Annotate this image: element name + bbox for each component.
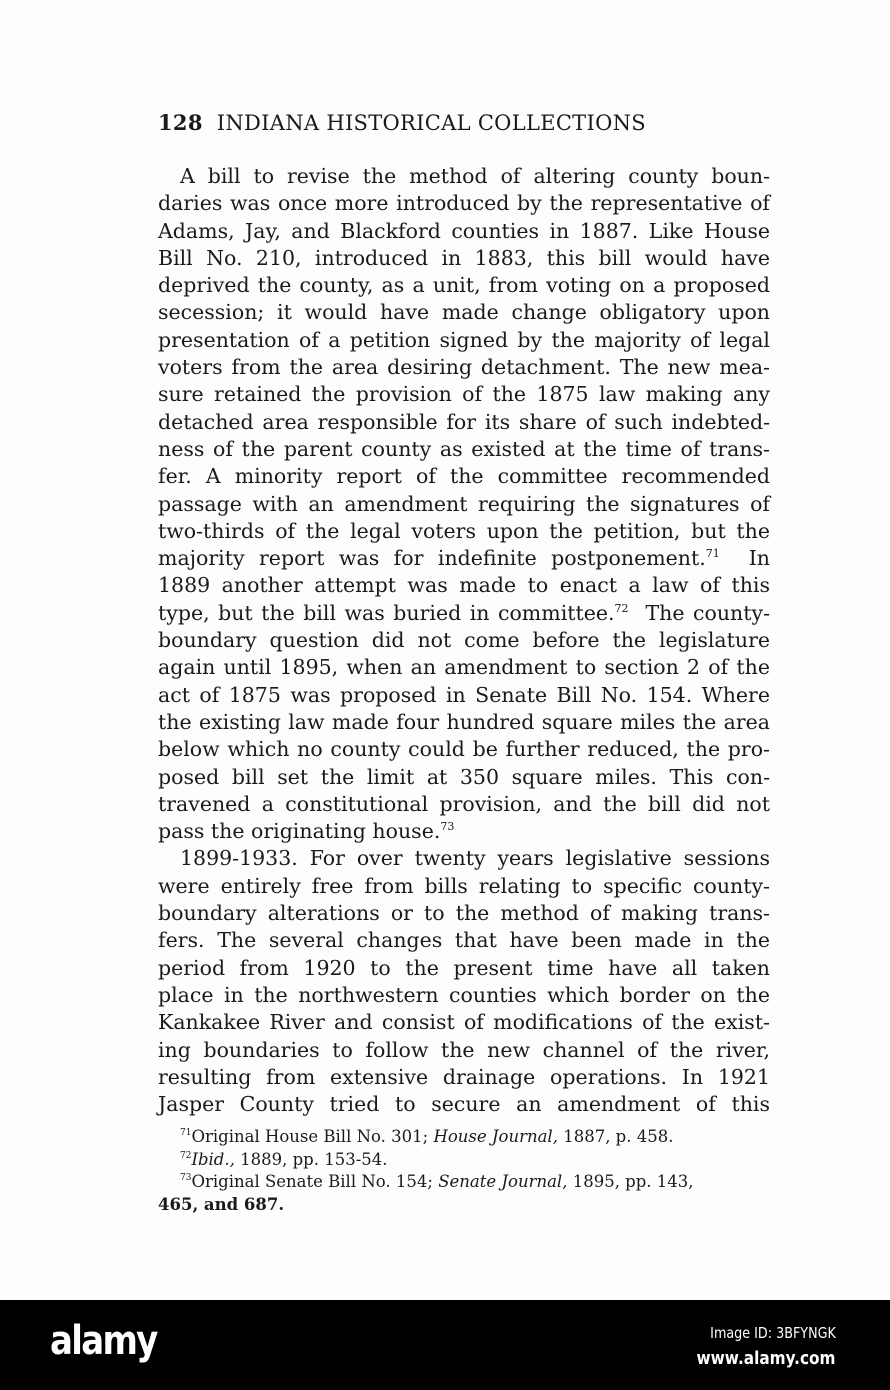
line-text: 1899-1933. For over twenty years legislative sessions	[180, 846, 770, 871]
text-line	[158, 409, 770, 436]
line-text: below which no county could be further reduced, the pro-	[158, 737, 770, 762]
line-text: period from 1920 to the present time have all taken	[158, 955, 770, 980]
line-text: voters from the area desiring detachment. The new mea-	[158, 355, 770, 380]
text-line	[158, 327, 770, 354]
text-line	[158, 1037, 770, 1064]
footnote-text: Original Senate Bill No. 154;	[191, 1172, 439, 1191]
line-text: boundary alterations or to the method of making trans-	[158, 901, 770, 926]
footnote-citation: Ibid.,	[191, 1149, 235, 1169]
footnote-marker: 72	[180, 1150, 192, 1161]
line-text: Bill No. 210, introduced in 1883, this bill would have	[158, 245, 770, 270]
header-title: INDIANA HISTORICAL COLLECTIONS	[216, 111, 646, 135]
line-text: travened a constitutional provision, and the bill did not	[158, 791, 770, 816]
line-text: pass the originating house.	[158, 819, 441, 844]
line-text: resulting from extensive drainage operations. In 1921	[158, 1064, 770, 1089]
text-line	[158, 764, 770, 791]
line-text: passage with an amendment requiring the signatures of	[158, 491, 770, 516]
line-text: Adams, Jay, and Blackford counties in 1887. Like House	[158, 218, 770, 243]
line-text: secession; it would have made change obligatory upon	[158, 300, 770, 325]
text-line	[158, 1064, 770, 1091]
text-line	[158, 709, 770, 736]
line-text: 1889 another attempt was made to enact a law of this	[158, 573, 770, 598]
text-line	[158, 299, 770, 326]
line-text: detached area responsible for its share of such indebted-	[158, 409, 770, 434]
footnote-72	[158, 1149, 770, 1172]
line-text: fers. The several changes that have been made in the	[158, 928, 770, 953]
text-line	[158, 245, 770, 272]
footnote-text: Original House Bill No. 301;	[191, 1127, 434, 1146]
footnote-citation: House Journal,	[433, 1127, 558, 1146]
text-line	[158, 682, 770, 709]
line-text: A bill to revise the method of altering county boun-	[180, 164, 770, 188]
line-text: ness of the parent county as existed at the time of trans-	[158, 436, 770, 461]
footnote-text: 1889, pp. 153-54.	[234, 1149, 388, 1169]
text-line	[158, 163, 770, 190]
footnote-marker: 71	[180, 1128, 192, 1138]
footnote-reference: 72	[614, 601, 629, 615]
line-text: two-thirds of the legal voters upon the petition, but the	[158, 518, 770, 543]
text-line	[158, 491, 770, 518]
text-line	[158, 354, 770, 381]
text-line	[158, 1091, 770, 1118]
text-line	[158, 1009, 770, 1036]
footnote-marker: 73	[180, 1173, 192, 1183]
line-text: presentation of a petition signed by the majority of legal	[158, 327, 770, 352]
line-text: majority report was for indefinite postponement.	[158, 546, 706, 571]
image-id: Image ID: 3BFYNGK	[710, 1324, 836, 1342]
page-number: 128	[158, 110, 203, 135]
line-text: posed bill set the limit at 350 square miles. This con-	[158, 764, 770, 789]
line-text: The county-	[628, 600, 770, 625]
text-line	[158, 900, 770, 927]
text-line	[158, 736, 770, 763]
footnote-citation: Senate Journal,	[438, 1172, 568, 1191]
text-line	[158, 791, 770, 818]
watermark-banner	[0, 1300, 890, 1390]
line-text: deprived the county, as a unit, from voting on a proposed	[158, 273, 770, 298]
text-line	[158, 873, 770, 900]
line-text: sure retained the provision of the 1875 law making any	[158, 382, 770, 407]
footnote-73	[158, 1171, 770, 1194]
text-line	[158, 545, 770, 572]
text-line	[158, 818, 770, 845]
text-line	[158, 627, 770, 654]
line-text: fer. A minority report of the committee recommended	[158, 464, 770, 489]
line-text: place in the northwestern counties which border on the	[158, 982, 770, 1007]
footnote-reference: 71	[705, 547, 720, 561]
text-line	[158, 982, 770, 1009]
line-text: Jasper County tried to secure an amendment of this	[158, 1092, 770, 1117]
text-line	[158, 463, 770, 490]
line-text: daries was once more introduced by the representative of	[158, 191, 770, 216]
line-text: Kankakee River and consist of modifications of the exist-	[158, 1010, 770, 1035]
text-line	[158, 600, 770, 627]
line-text: the existing law made four hundred square miles the area	[158, 709, 770, 734]
text-line	[158, 272, 770, 299]
text-line	[158, 218, 770, 245]
text-line	[158, 190, 770, 217]
footnotes	[158, 1126, 770, 1216]
text-line	[158, 955, 770, 982]
text-line	[158, 436, 770, 463]
text-line	[158, 927, 770, 954]
body-text	[158, 163, 770, 1118]
footnote-71	[158, 1126, 770, 1149]
text-line	[158, 845, 770, 872]
text-line	[158, 518, 770, 545]
footnote-text: 1895, pp. 143,	[567, 1172, 694, 1191]
alamy-logo: alamy	[50, 1318, 157, 1364]
line-text: boundary question did not come before the legislature	[158, 628, 770, 653]
text-line	[158, 654, 770, 681]
line-text: ing boundaries to follow the new channel of the river,	[158, 1037, 770, 1062]
footnote-73-continued: 465, and 687.	[158, 1194, 285, 1214]
text-line	[158, 572, 770, 599]
footnote-reference: 73	[440, 820, 455, 834]
site-url: www.alamy.com	[697, 1348, 836, 1369]
line-text: again until 1895, when an amendment to section 2 of the	[158, 655, 770, 680]
line-text: act of 1875 was proposed in Senate Bill No. 154. Where	[158, 682, 770, 707]
text-line	[158, 381, 770, 408]
line-text: type, but the bill was buried in committee.	[158, 600, 615, 625]
footnote-text: 1887, p. 458.	[557, 1127, 674, 1146]
line-text: In	[719, 546, 771, 571]
line-text: were entirely free from bills relating to specific county-	[158, 873, 770, 898]
running-header	[158, 110, 778, 135]
